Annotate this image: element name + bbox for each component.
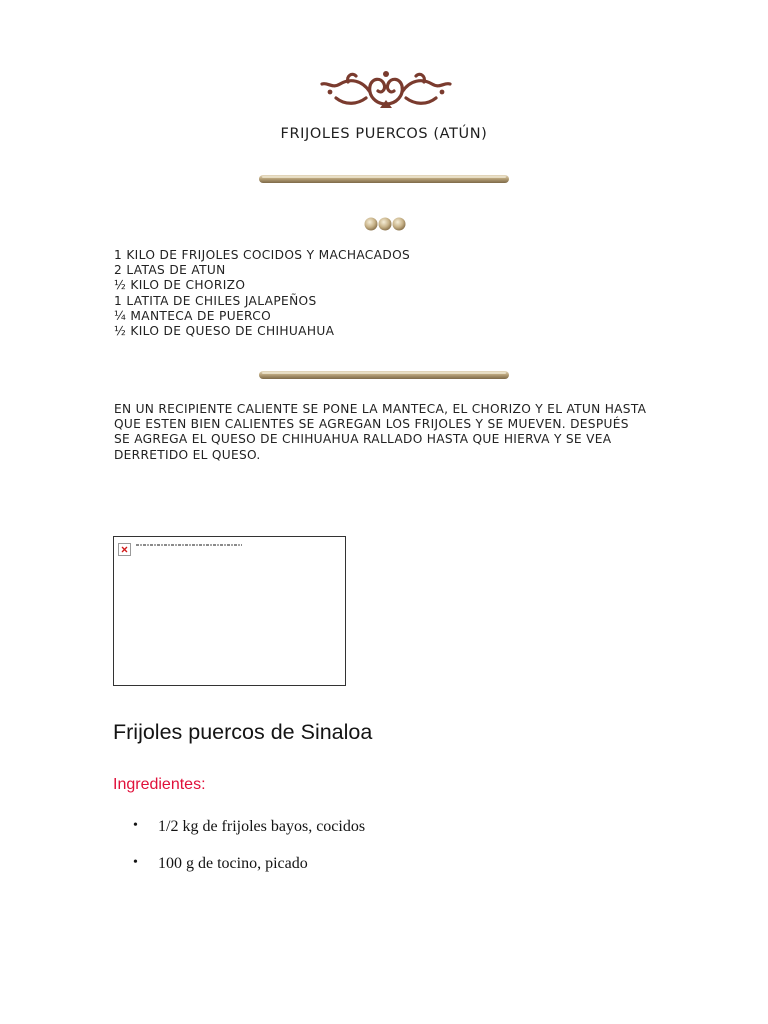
list-item-text: 1/2 kg de frijoles bayos, cocidos	[158, 818, 366, 835]
ingredients-heading: Ingredientes:	[113, 776, 206, 793]
divider-rule	[258, 369, 510, 381]
ingredient-line: ¼ MANTECA DE PUERCO	[114, 308, 272, 323]
bullet-icon: •	[133, 855, 138, 870]
ingredient-line: ½ KILO DE QUESO DE CHIHUAHUA	[114, 324, 335, 339]
instruction-line: DERRETIDO EL QUESO.	[114, 447, 261, 462]
ingredient-line: ½ KILO DE CHORIZO	[114, 278, 246, 293]
pearl-beads-icon	[363, 216, 407, 232]
ingredient-line: 1 KILO DE FRIJOLES COCIDOS Y MACHACADOS	[114, 248, 411, 262]
list-item-text: 100 g de tocino, picado	[158, 855, 308, 872]
instructions-paragraph	[114, 402, 674, 463]
bullet-icon: •	[133, 818, 138, 833]
instruction-line: EN UN RECIPIENTE CALIENTE SE PONE LA MANTECA, EL CHORIZO Y EL ATUN HASTA	[114, 402, 647, 416]
flourish-ornament-icon	[318, 68, 454, 112]
ingredient-list	[114, 248, 410, 339]
recipe-title: FRIJOLES PUERCOS (ATÚN)	[280, 126, 488, 142]
broken-image-icon	[118, 543, 131, 556]
broken-image-frame	[113, 536, 346, 686]
image-alt-text-line	[136, 544, 242, 546]
section-title: Frijoles puercos de Sinaloa	[113, 720, 373, 744]
ingredient-line: 2 LATAS DE ATUN	[114, 263, 226, 278]
instruction-line: QUE ESTEN BIEN CALIENTES SE AGREGAN LOS FRIJOLES Y SE MUEVEN. DESPUÉS	[114, 417, 629, 432]
instruction-line: SE AGREGA EL QUESO DE CHIHUAHUA RALLADO HASTA QUE HIERVA Y SE VEA	[114, 432, 612, 447]
divider-rule	[258, 173, 510, 185]
ingredient-line: 1 LATITA DE CHILES JALAPEÑOS	[114, 293, 317, 308]
